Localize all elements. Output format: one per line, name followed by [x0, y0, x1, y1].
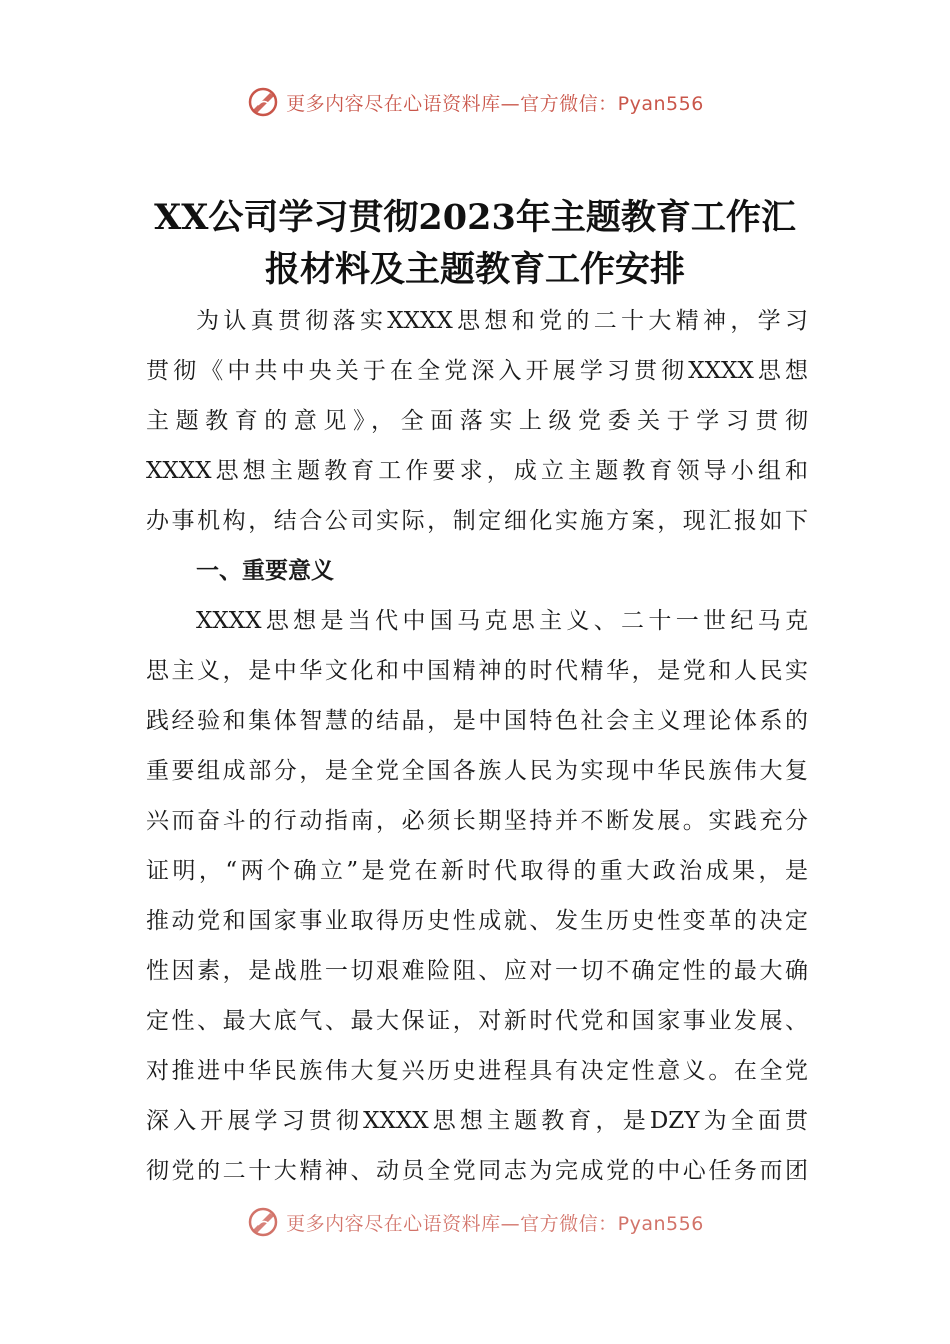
document-title — [140, 192, 810, 296]
intro-line: 为认真贯彻落实XXXX思想和党的二十大精神，学习 — [196, 308, 808, 334]
intro-line: 贯彻《中共中央关于在全党深入开展学习贯彻XXXX思想 — [146, 358, 808, 384]
watermark-text: 更多内容尽在心语资料库—官方微信：Pyan556 — [286, 92, 704, 115]
section-heading: 一、重要意义 — [196, 558, 334, 584]
footer-watermark — [0, 1202, 950, 1242]
title-line: XX公司学习贯彻2023年主题教育工作汇 — [154, 197, 796, 238]
body-line: 证明，“两个确立”是党在新时代取得的重大政治成果，是 — [146, 858, 808, 884]
body-line: 彻党的二十大精神、动员全党同志为完成党的中心任务而团 — [146, 1158, 808, 1184]
intro-line: 主题教育的意见》，全面落实上级党委关于学习贯彻 — [146, 408, 808, 434]
body-line: 重要组成部分，是全党全国各族人民为实现中华民族伟大复 — [146, 758, 808, 784]
intro-line: 办事机构，结合公司实际，制定细化实施方案，现汇报如下 — [146, 508, 808, 534]
body-line: 对推进中华民族伟大复兴历史进程具有决定性意义。在全党 — [146, 1058, 808, 1084]
intro-line: XXXX思想主题教育工作要求，成立主题教育领导小组和 — [146, 458, 808, 484]
header-watermark — [0, 82, 950, 122]
body-line: 思主义，是中华文化和中国精神的时代精华，是党和人民实 — [146, 658, 808, 684]
body-line: 兴而奋斗的行动指南，必须长期坚持并不断发展。实践充分 — [146, 808, 808, 834]
pen-circle-logo-icon — [246, 85, 280, 119]
body-line: 性因素，是战胜一切艰难险阻、应对一切不确定性的最大确 — [146, 958, 808, 984]
body-line: 深入开展学习贯彻XXXX思想主题教育，是DZY为全面贯 — [146, 1108, 808, 1134]
body-line: 推动党和国家事业取得历史性成就、发生历史性变革的决定 — [146, 908, 808, 934]
body-line: 践经验和集体智慧的结晶，是中国特色社会主义理论体系的 — [146, 708, 808, 734]
body-line: 定性、最大底气、最大保证，对新时代党和国家事业发展、 — [146, 1008, 808, 1034]
document-body — [146, 296, 808, 1196]
watermark-text: 更多内容尽在心语资料库—官方微信：Pyan556 — [286, 1212, 704, 1235]
pen-circle-logo-icon — [246, 1205, 280, 1239]
body-line: XXXX思想是当代中国马克思主义、二十一世纪马克 — [196, 608, 808, 634]
title-line: 报材料及主题教育工作安排 — [264, 249, 685, 290]
